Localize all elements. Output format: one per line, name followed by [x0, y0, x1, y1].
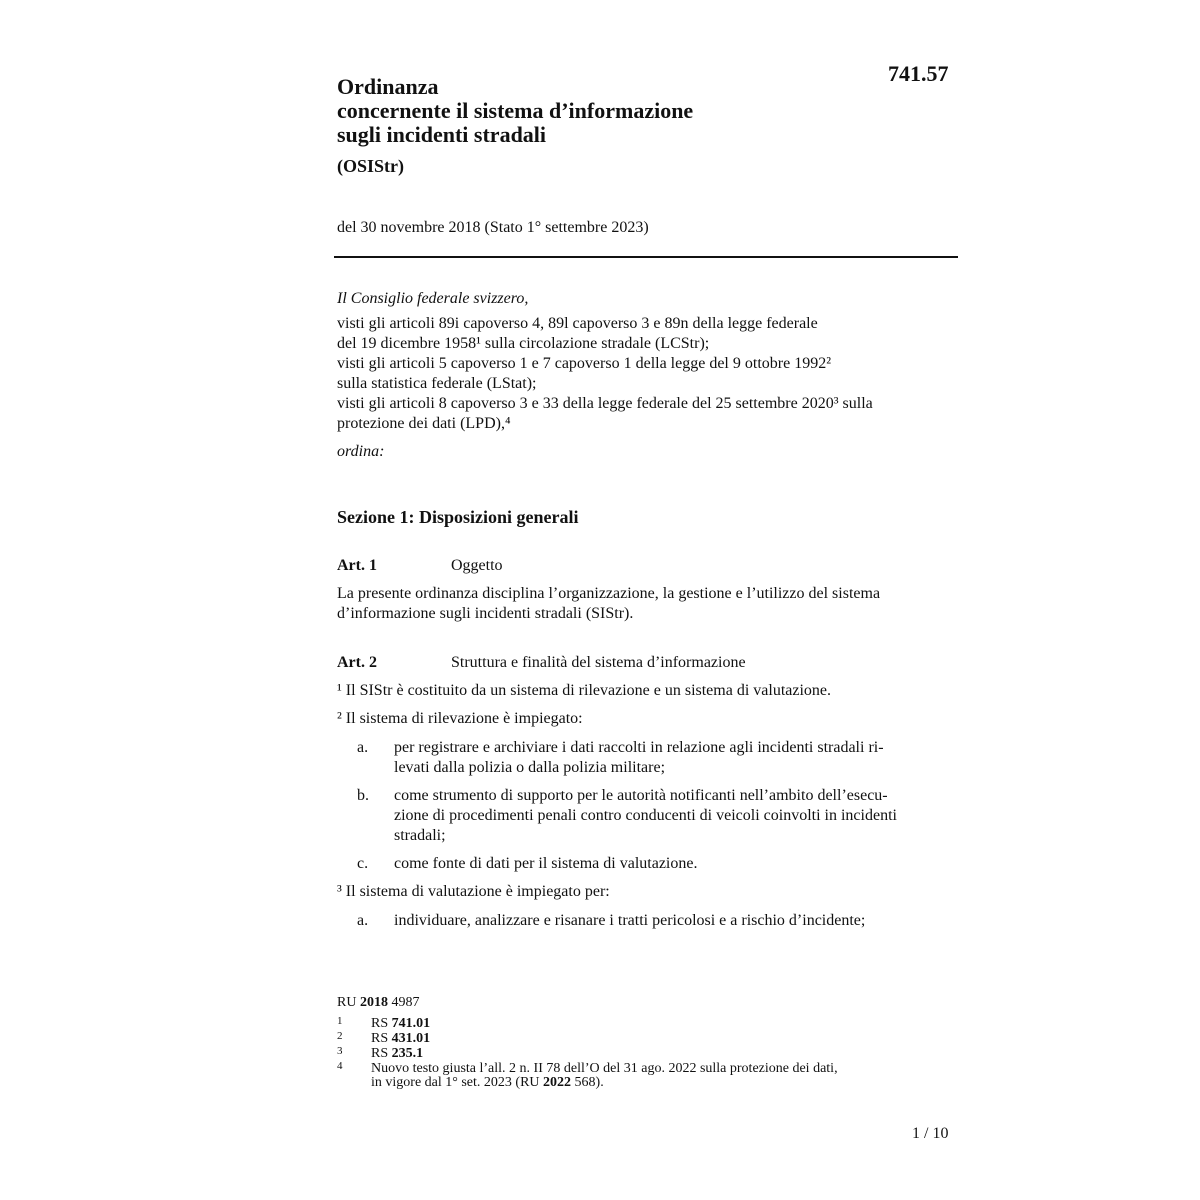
recital-line: visti gli articoli 89i capoverso 4, 89l capoverso 3 e 89n della legge federale — [337, 315, 818, 332]
preamble-recitals — [337, 314, 957, 434]
ru-reference — [337, 996, 419, 1010]
list-item-text — [394, 738, 959, 778]
footnote-number: 4 — [337, 1060, 343, 1072]
footnote-segment: 568). — [574, 1075, 604, 1090]
footnote-number: 2 — [337, 1030, 343, 1042]
text-line: come strumento di supporto per le autorità notificanti nell’ambito dell’esecu- — [394, 787, 888, 804]
list-item-text — [394, 854, 959, 874]
list-item-letter: b. — [357, 787, 369, 804]
footnote-segment: 2022 — [543, 1075, 572, 1090]
footnote-number: 3 — [337, 1045, 343, 1057]
article-2-paragraph-3: ³ Il sistema di valutazione è impiegato per: — [337, 883, 610, 900]
list-item-letter: a. — [357, 912, 369, 929]
text-line: La presente ordinanza disciplina l’organizzazione, la gestione e l’utilizzo del sistema — [337, 585, 881, 602]
footnote-prefix: RS — [371, 1031, 389, 1046]
footnote-line — [371, 1076, 838, 1090]
list-item-text — [394, 786, 959, 846]
footnote-prefix: RS — [371, 1046, 389, 1061]
recital-line: visti gli articoli 8 capoverso 3 e 33 della legge federale del 25 settembre 2020³ sulla — [337, 395, 873, 412]
ru-prefix: RU — [337, 995, 357, 1010]
document-abbreviation: (OSIStr) — [337, 156, 404, 176]
list-item-text — [394, 911, 959, 931]
ru-page: 4987 — [391, 995, 420, 1010]
preamble-council: Il Consiglio federale svizzero, — [337, 290, 529, 307]
recital-line: visti gli articoli 5 capoverso 1 e 7 capoverso 1 della legge del 9 ottobre 1992² — [337, 355, 831, 372]
article-2-number: Art. 2 — [337, 654, 377, 671]
text-line: levati dalla polizia o dalla polizia militare; — [394, 759, 666, 776]
text-line: individuare, analizzare e risanare i tratti pericolosi e a rischio d’incidente; — [394, 912, 866, 929]
footnote-segment: in vigore dal 1° set. 2023 (RU — [371, 1075, 540, 1090]
header-divider — [334, 256, 958, 258]
preamble-ordina: ordina: — [337, 443, 385, 460]
title-line-2: concernente il sistema d’informazione — [337, 98, 694, 123]
article-1-text — [337, 584, 957, 624]
list-item-letter: c. — [357, 855, 369, 872]
text-line: zione di procedimenti penali contro conducenti di veicoli coinvolti in incidenti — [394, 807, 897, 824]
footnote-text — [371, 1017, 430, 1031]
recital-line: sulla statistica federale (LStat); — [337, 375, 537, 392]
footnote-text — [371, 1032, 430, 1046]
footnote-ref: 741.01 — [391, 1016, 431, 1031]
document-date: del 30 novembre 2018 (Stato 1° settembre 2023) — [337, 219, 649, 236]
ru-year: 2018 — [359, 995, 388, 1010]
footnote-number: 1 — [337, 1015, 343, 1027]
footnote-ref: 235.1 — [391, 1046, 424, 1061]
list-item-letter: a. — [357, 739, 369, 756]
footnote-prefix: RS — [371, 1016, 389, 1031]
recital-line: del 19 dicembre 1958¹ sulla circolazione stradale (LCStr); — [337, 335, 710, 352]
recital-line: protezione dei dati (LPD),⁴ — [337, 415, 511, 432]
document-title — [337, 75, 693, 147]
sr-number: 741.57 — [888, 61, 949, 86]
text-line: per registrare e archiviare i dati raccolti in relazione agli incidenti stradali ri- — [394, 739, 884, 756]
text-line: stradali; — [394, 827, 446, 844]
footnote-ref: 431.01 — [391, 1031, 431, 1046]
article-2-paragraph-2: ² Il sistema di rilevazione è impiegato: — [337, 710, 583, 727]
article-2-paragraph-1: ¹ Il SIStr è costituito da un sistema di rilevazione e un sistema di valutazione. — [337, 682, 832, 699]
footnote-line: Nuovo testo giusta l’all. 2 n. II 78 dell’O del 31 ago. 2022 sulla protezione dei dati, — [371, 1061, 838, 1076]
section-heading: Sezione 1: Disposizioni generali — [337, 507, 579, 527]
article-2-title: Struttura e finalità del sistema d’informazione — [451, 654, 746, 671]
article-1-number: Art. 1 — [337, 557, 377, 574]
text-line: d’informazione sugli incidenti stradali (SIStr). — [337, 605, 634, 622]
page-number: 1 / 10 — [912, 1125, 949, 1142]
footnote-text — [371, 1047, 423, 1061]
article-1-title: Oggetto — [451, 557, 503, 574]
footnote-text — [371, 1062, 838, 1090]
text-line: come fonte di dati per il sistema di valutazione. — [394, 855, 698, 872]
title-line-3: sugli incidenti stradali — [337, 122, 547, 147]
title-line-1: Ordinanza — [337, 74, 439, 99]
